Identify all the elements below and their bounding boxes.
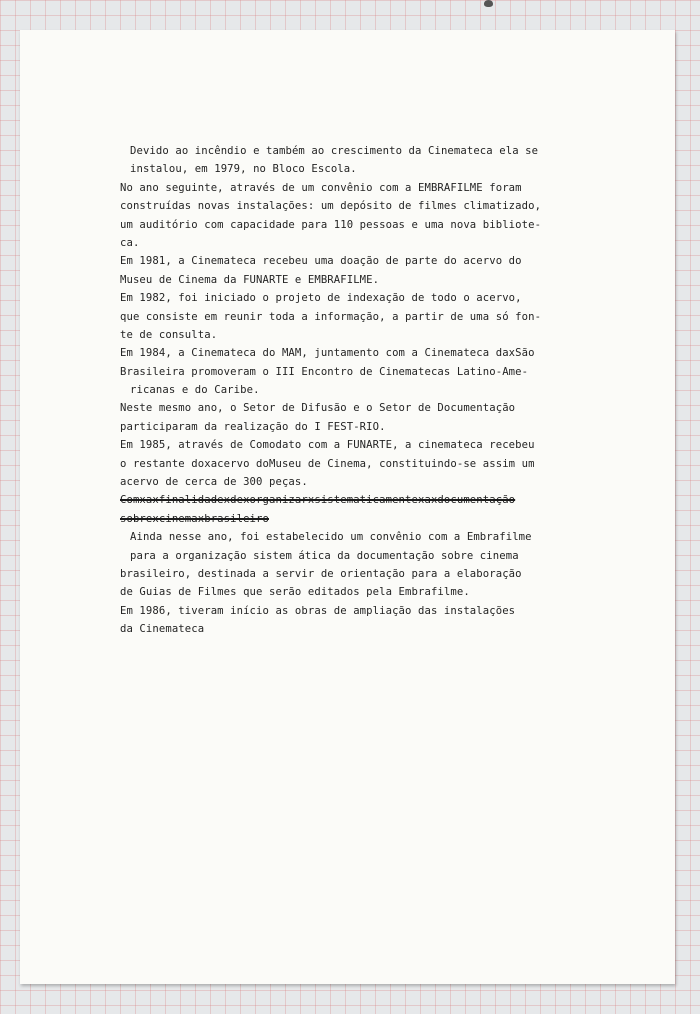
text-line: de Guias de Filmes que serão editados pela Embrafilme. (120, 586, 470, 599)
text-line: Em 1981, a Cinemateca recebeu uma doação de parte do acervo do (120, 255, 522, 268)
text-line: ca. (120, 236, 140, 249)
text-line: acervo de cerca de 300 peças. (120, 476, 308, 489)
struck-out-line: sobrexcinemaxbrasileiro (120, 512, 269, 525)
text-line: Em 1982, foi iniciado o projeto de indexação de todo o acervo, (120, 292, 522, 305)
text-line: o restante doxacervo doMuseu de Cinema, constituindo-se assim um (120, 457, 535, 470)
text-line: da Cinemateca (120, 623, 205, 636)
text-line: instalou, em 1979, no Bloco Escola. (130, 163, 357, 176)
text-line: Museu de Cinema da FUNARTE e EMBRAFILME. (120, 273, 380, 286)
pin-mark (484, 0, 493, 7)
text-line: Devido ao incêndio e também ao crescimento da Cinemateca ela se (130, 145, 539, 157)
text-line: para a organização sistem ática da documentação sobre cinema (130, 549, 519, 562)
text-line: te de consulta. (120, 328, 218, 341)
text-line: participaram da realização do I FEST-RIO. (120, 420, 386, 433)
text-line: Brasileira promoveram o III Encontro de Cinematecas Latino-Ame- (120, 365, 529, 378)
text-line: No ano seguinte, através de um convênio com a EMBRAFILME foram (120, 181, 522, 194)
text-line: Ainda nesse ano, foi estabelecido um convênio com a Embrafilme (130, 531, 532, 544)
text-line: Em 1986, tiveram início as obras de ampliação das instalações (120, 604, 516, 617)
text-line: um auditório com capacidade para 110 pessoas e uma nova bibliote- (120, 218, 542, 231)
text-line: brasileiro, destinada a servir de orientação para a elaboração (120, 567, 522, 580)
text-line: construídas novas instalações: um depósito de filmes climatizado, (120, 200, 542, 213)
text-line: que consiste em reunir toda a informação, a partir de uma só fon- (120, 310, 542, 323)
text-line: ricanas e do Caribe. (130, 384, 260, 397)
text-line: Em 1985, através de Comodato com a FUNARTE, a cinemateca recebeu (120, 439, 535, 452)
struck-out-line: Comxaxfinalidadexdexorganizarxsistematicamentexaxdocumentação (120, 494, 516, 507)
text-line: Neste mesmo ano, o Setor de Difusão e o Setor de Documentação (120, 402, 516, 415)
text-line: Em 1984, a Cinemateca do MAM, juntamento com a Cinemateca daxSão (120, 347, 535, 360)
typed-page (20, 30, 675, 984)
typed-text-body (120, 142, 640, 639)
